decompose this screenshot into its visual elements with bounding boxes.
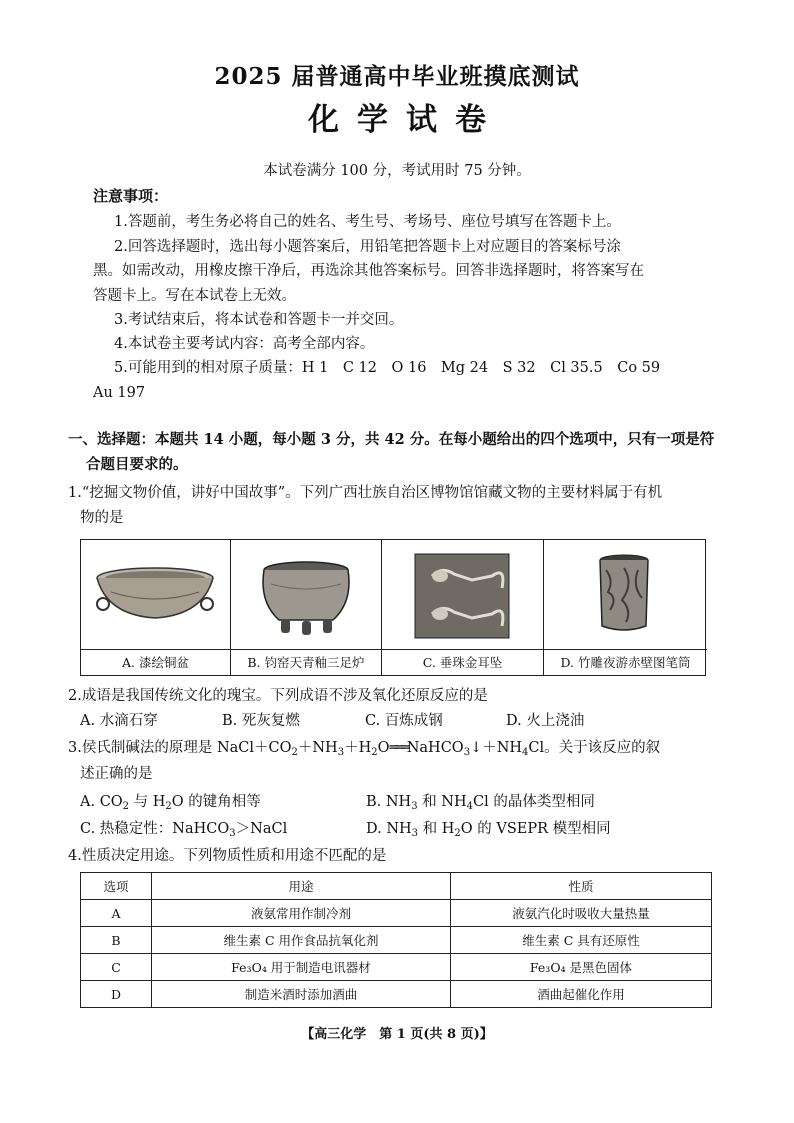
- question-3-option-a: A. $CO_2$ 与 $H_2O$ 的键角相等: [80, 794, 261, 812]
- table-row: [81, 954, 712, 981]
- table-cell: B: [81, 927, 152, 954]
- exam-info: 本试卷满分 100 分，考试用时 75 分钟。: [263, 163, 531, 179]
- table-cell: 液氨汽化时吸收大量热量: [451, 900, 712, 927]
- gold-earrings-photo-icon: [382, 540, 543, 651]
- table-cell: 维生素 C 用作食品抗氧化剂: [152, 927, 451, 954]
- option-d-cell: [544, 540, 707, 675]
- table-row: [81, 927, 712, 954]
- question-4-stem: 4.性质决定用途。下列物质性质和用途不匹配的是: [68, 848, 387, 864]
- table-row: [81, 900, 712, 927]
- table-cell: 制造米酒时添加酒曲: [152, 981, 451, 1008]
- question-2-option-a: A. 水滴石穿: [80, 713, 158, 729]
- question-3-stem-cont: 述正确的是: [80, 766, 153, 782]
- table-cell: C: [81, 954, 152, 981]
- section-heading-cont: 合题目要求的。: [86, 456, 188, 473]
- option-b-cell: [231, 540, 382, 675]
- header-use: 用途: [152, 873, 451, 900]
- question-1-image-table: [80, 539, 706, 676]
- notice-heading: 注意事项：: [93, 187, 169, 205]
- question-3-option-d: D. $NH_3$ 和 $H_2O$ 的 VSEPR 模型相同: [366, 821, 611, 839]
- notice-item: 4.本试卷主要考试内容：高考全部内容。: [114, 336, 375, 352]
- table-row: [81, 981, 712, 1008]
- notice-item: 黑。如需改动，用橡皮擦干净后，再选涂其他答案标号。回答非选择题时，将答案写在: [93, 263, 644, 279]
- question-1-stem-cont: 物的是: [80, 510, 124, 526]
- question-2-stem: 2.成语是我国传统文化的瑰宝。下列成语不涉及氧化还原反应的是: [68, 688, 488, 704]
- option-b-label: B. 钧窑天青釉三足炉: [231, 649, 381, 675]
- subject-title: 化学试卷: [308, 102, 504, 138]
- page-footer: 【高三化学 第 1 页(共 8 页)】: [301, 1027, 493, 1042]
- table-header-row: [81, 873, 712, 900]
- question-1-stem: 1.“挖掘文物价值，讲好中国故事”。下列广西壮族自治区博物馆馆藏文物的主要材料属于有机: [68, 485, 663, 501]
- option-c-label: C. 垂珠金耳坠: [382, 649, 543, 675]
- notice-item: Au 197: [93, 385, 146, 401]
- option-c-cell: [382, 540, 544, 675]
- bamboo-brush-pot-photo-icon: [544, 540, 707, 651]
- option-a-cell: [81, 540, 231, 675]
- equals-sign: ═══: [389, 740, 407, 756]
- option-a-label: A. 漆绘铜盆: [81, 649, 230, 675]
- question-3-option-c: C. 热稳定性：NaHCO$_3$＞NaCl: [80, 821, 288, 839]
- tripod-censer-photo-icon: [231, 540, 381, 651]
- table-cell: A: [81, 900, 152, 927]
- question-4-table: [80, 872, 712, 1008]
- bronze-basin-photo-icon: [81, 540, 230, 651]
- question-3-option-b: B. $NH_3$ 和 $NH_4Cl$ 的晶体类型相同: [366, 794, 595, 812]
- header-option: 选项: [81, 873, 152, 900]
- table-cell: 酒曲起催化作用: [451, 981, 712, 1008]
- table-cell: 液氨常用作制冷剂: [152, 900, 451, 927]
- header-property: 性质: [451, 873, 712, 900]
- notice-item: 5.可能用到的相对原子质量：H 1 C 12 O 16 Mg 24 S 32 Cl 35.5 Co 59: [114, 360, 661, 376]
- option-d-label: D. 竹雕夜游赤壁图笔筒: [544, 649, 707, 675]
- table-cell: 维生素 C 具有还原性: [451, 927, 712, 954]
- notice-item: 3.考试结束后，将本试卷和答题卡一并交回。: [114, 312, 404, 328]
- question-2-option-d: D. 火上浇油: [506, 713, 585, 729]
- section-heading: 一、选择题：本题共 14 小题，每小题 3 分，共 42 分。在每小题给出的四个选项中，只有一项是符: [68, 431, 715, 448]
- question-3-stem: 3.侯氏制碱法的原理是 $NaCl+CO_2+NH_3+H_2O═══NaHCO_3↓+NH_4Cl$。关于该反应的叙: [68, 740, 661, 758]
- table-cell: D: [81, 981, 152, 1008]
- exam-title: 2025 届普通高中毕业班摸底测试: [214, 63, 580, 90]
- table-cell: Fe₃O₄ 用于制造电讯器材: [152, 954, 451, 981]
- question-2-option-b: B. 死灰复燃: [222, 713, 300, 729]
- question-2-option-c: C. 百炼成钢: [365, 713, 443, 729]
- table-cell: Fe₃O₄ 是黑色固体: [451, 954, 712, 981]
- notice-item: 1.答题前，考生务必将自己的姓名、考生号、考场号、座位号填写在答题卡上。: [114, 214, 621, 230]
- notice-item: 2.回答选择题时，选出每小题答案后，用铅笔把答题卡上对应题目的答案标号涂: [114, 239, 621, 255]
- notice-item: 答题卡上。写在本试卷上无效。: [93, 288, 296, 304]
